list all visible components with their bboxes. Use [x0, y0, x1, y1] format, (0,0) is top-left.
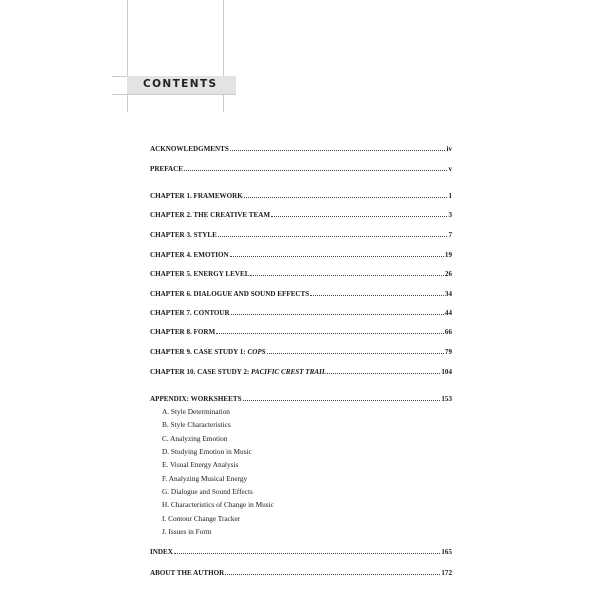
leader-dots: [184, 163, 447, 171]
toc-entry-preface[interactable]: [150, 163, 452, 174]
appendix-item[interactable]: [150, 486, 452, 497]
appendix-item-label: J. Issues in Form: [162, 527, 212, 536]
toc-page-number: 26: [444, 270, 452, 278]
appendix-item-label: A. Style Determination: [162, 407, 230, 416]
appendix-item[interactable]: [150, 406, 452, 417]
leader-dots: [250, 268, 443, 276]
toc-page-number: 19: [444, 251, 452, 259]
toc-entry-label: ABOUT THE AUTHOR: [150, 569, 225, 577]
toc-page-number: 66: [444, 328, 452, 336]
appendix-item-label: H. Characteristics of Change in Music: [162, 500, 274, 509]
toc-entry-label: [150, 347, 266, 358]
toc-entry-acknowledgments[interactable]: [150, 143, 452, 154]
toc-entry-chapter-9[interactable]: [150, 346, 452, 357]
appendix-item-label: C. Analyzing Emotion: [162, 434, 228, 443]
page-title: CONTENTS: [143, 78, 218, 90]
toc-entry-index[interactable]: [150, 546, 452, 557]
appendix-item-label: I. Contour Change Tracker: [162, 514, 241, 523]
appendix-item[interactable]: [150, 499, 452, 510]
leader-dots: [271, 209, 447, 217]
toc-page-number: 172: [441, 569, 452, 577]
toc-entry-label-italic: PACIFIC CREST TRAIL: [251, 368, 327, 376]
leader-dots: [218, 229, 448, 237]
toc-page-number: 153: [441, 395, 452, 403]
crop-line-vertical-right: [223, 0, 224, 112]
toc-page-number: 3: [448, 211, 452, 219]
leader-dots: [230, 249, 444, 257]
toc-entry-label: CHAPTER 8. FORM: [150, 328, 216, 336]
toc-entry-chapter-10[interactable]: [150, 366, 452, 377]
appendix-item[interactable]: [150, 526, 452, 537]
toc-entry-label: CHAPTER 1. FRAMEWORK: [150, 192, 243, 200]
toc-page-number: 44: [444, 309, 452, 317]
leader-dots: [243, 393, 441, 401]
toc-entry-chapter-5[interactable]: [150, 268, 452, 279]
leader-dots: [231, 307, 444, 315]
toc-entry-label-prefix: CHAPTER 10. CASE STUDY 2:: [150, 368, 252, 376]
leader-dots: [216, 326, 444, 334]
appendix-item-label: G. Dialogue and Sound Effects: [162, 487, 253, 496]
toc-entry-label: CHAPTER 7. CONTOUR: [150, 309, 230, 317]
toc-entry-label: CHAPTER 4. EMOTION: [150, 251, 229, 259]
toc-page-number: 165: [441, 548, 452, 556]
appendix-item[interactable]: [150, 419, 452, 430]
toc-entry-chapter-7[interactable]: [150, 307, 452, 318]
leader-dots: [267, 346, 444, 354]
toc-entry-label: CHAPTER 5. ENERGY LEVEL: [150, 270, 250, 278]
toc-entry-chapter-3[interactable]: [150, 229, 452, 240]
toc-entry-label-italic: COPS: [247, 348, 266, 356]
toc-entry-label: INDEX: [150, 548, 173, 556]
appendix-item[interactable]: [150, 513, 452, 524]
leader-dots: [225, 567, 440, 575]
toc-page-number: 1: [448, 192, 452, 200]
appendix-item[interactable]: [150, 433, 452, 444]
toc-entry-label: CHAPTER 6. DIALOGUE AND SOUND EFFECTS: [150, 290, 310, 298]
crop-line-vertical-left: [127, 0, 128, 112]
leader-dots: [230, 143, 446, 151]
leader-dots: [244, 190, 448, 198]
toc-page-number: iv: [446, 145, 452, 153]
toc-entry-label: CHAPTER 3. STYLE: [150, 231, 217, 239]
appendix-item-label: B. Style Characteristics: [162, 420, 231, 429]
crop-line-horizontal-bottom: [112, 94, 236, 95]
appendix-item-label: E. Visual Energy Analysis: [162, 460, 239, 469]
appendix-item-label: F. Analyzing Musical Energy: [162, 474, 248, 483]
toc-entry-label: [150, 367, 326, 378]
toc-page-number: 7: [448, 231, 452, 239]
toc-page-number: 34: [444, 290, 452, 298]
toc-entry-chapter-4[interactable]: [150, 249, 452, 260]
toc-entry-chapter-2[interactable]: [150, 209, 452, 220]
toc-entry-label-prefix: CHAPTER 9. CASE STUDY 1:: [150, 348, 248, 356]
toc-entry-label: ACKNOWLEDGMENTS: [150, 145, 229, 153]
toc-page-number: 79: [444, 348, 452, 356]
toc-entry-chapter-1[interactable]: [150, 190, 452, 201]
toc-entry-appendix[interactable]: [150, 393, 452, 404]
toc-entry-about-the-author[interactable]: [150, 567, 452, 578]
leader-dots: [174, 546, 440, 554]
toc-entry-chapter-6[interactable]: [150, 288, 452, 299]
appendix-item-label: D. Studying Emotion in Music: [162, 447, 252, 456]
toc-entry-chapter-8[interactable]: [150, 326, 452, 337]
appendix-item[interactable]: [150, 459, 452, 470]
leader-dots: [310, 288, 444, 296]
toc-page-number: 104: [441, 368, 452, 376]
toc-entry-label: CHAPTER 2. THE CREATIVE TEAM: [150, 211, 271, 219]
appendix-item[interactable]: [150, 473, 452, 484]
toc-page-number: v: [448, 165, 452, 173]
leader-dots: [327, 366, 440, 374]
toc-entry-label: PREFACE: [150, 165, 183, 173]
toc-entry-label: APPENDIX: WORKSHEETS: [150, 395, 242, 403]
appendix-item[interactable]: [150, 446, 452, 457]
